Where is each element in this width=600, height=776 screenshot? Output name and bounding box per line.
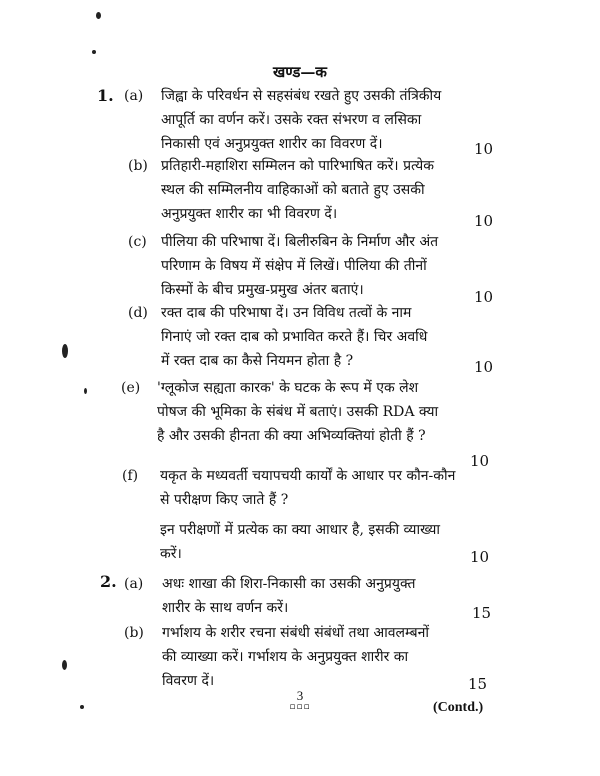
question-part bbox=[128, 230, 509, 302]
scan-speck bbox=[92, 50, 96, 54]
part-label: (d) bbox=[128, 305, 148, 321]
part-text: रक्त दाब की परिभाषा दें। उन विविध तत्वों के नाम गिनाएं जो रक्त दाब को प्रभावित करते हैं। चिर अवधि में रक्त दाब का कैसे नियमन होता है ? bbox=[161, 305, 428, 369]
question-part bbox=[124, 84, 509, 156]
part-label: (a) bbox=[124, 576, 144, 592]
question-number: 2. bbox=[100, 572, 117, 591]
part-text: पीलिया की परिभाषा दें। बिलीरुबिन के निर्माण और अंत परिणाम के विषय में संक्षेप में लिखें। पीलिया की तीनों किस्मों के बीच प्रमुख-प्रमुख अंतर बताएं। bbox=[161, 234, 439, 298]
scan-speck bbox=[96, 12, 101, 19]
page-number: 3 bbox=[296, 688, 304, 703]
scan-speck bbox=[62, 344, 68, 358]
scan-speck bbox=[62, 660, 67, 670]
part-text: जिह्वा के परिवर्धन से सहसंबंध रखते हुए उसकी तंत्रिकीय आपूर्ति का वर्णन करें। उसके रक्त संभरण व लसिका निकासी एवं अनुप्रयुक्त शारीर का विवरण दें। bbox=[161, 88, 442, 152]
part-label: (a) bbox=[124, 88, 144, 104]
question-part bbox=[128, 154, 509, 226]
part-marks: 10 bbox=[474, 140, 494, 158]
question-part-continued bbox=[160, 518, 510, 566]
part-marks: 10 bbox=[474, 212, 494, 230]
section-title: खण्ड—क bbox=[273, 63, 327, 81]
part-marks: 10 bbox=[474, 288, 494, 306]
question-part bbox=[121, 376, 509, 448]
part-text: इन परीक्षणों में प्रत्येक का क्या आधार है, इसकी व्याख्या करें। bbox=[160, 522, 441, 562]
part-marks: 10 bbox=[470, 548, 490, 566]
question-part bbox=[124, 572, 509, 620]
question-number: 1. bbox=[97, 86, 114, 105]
question-part bbox=[128, 301, 509, 373]
part-marks: 15 bbox=[468, 675, 488, 693]
scan-speck bbox=[84, 388, 87, 394]
part-text: गर्भाशय के शरीर रचना संबंधी संबंधों तथा आवलम्बनों की व्याख्या करें। गर्भाशय के अनुप्रयुक्त शारीर का विवरण दें। bbox=[162, 625, 429, 689]
page-dots: ▫▫▫ bbox=[289, 702, 311, 712]
part-label: (c) bbox=[128, 234, 147, 250]
part-label: (e) bbox=[121, 380, 141, 396]
question-part bbox=[122, 464, 510, 512]
part-text: 'ग्लूकोज सह्यता कारक' के घटक के रूप में एक लेश पोषज की भूमिका के संबंध में बताएं। उसकी RDA क्या है और उसकी हीनता की क्या अभिव्यक्तियां होती हैं ? bbox=[157, 380, 439, 444]
part-marks: 15 bbox=[472, 604, 492, 622]
part-marks: 10 bbox=[470, 452, 490, 470]
question-part bbox=[124, 621, 509, 693]
part-text: अधः शाखा की शिरा-निकासी का उसकी अनुप्रयुक्त शारीर के साथ वर्णन करें। bbox=[162, 576, 416, 616]
part-label: (f) bbox=[122, 468, 139, 484]
part-label: (b) bbox=[128, 158, 148, 174]
part-label: (b) bbox=[124, 625, 144, 641]
part-marks: 10 bbox=[474, 358, 494, 376]
part-text: यकृत के मध्यवर्ती चयापचयी कार्यों के आधार पर कौन-कौन से परीक्षण किए जाते हैं ? bbox=[160, 468, 456, 508]
part-text: प्रतिहारी-महाशिरा सम्मिलन को पारिभाषित करें। प्रत्येक स्थल की सम्मिलनीय वाहिकाओं को बताते हुए उसकी अनुप्रयुक्त शारीर का भी विवरण दें। bbox=[161, 158, 434, 222]
continued-label: (Contd.) bbox=[433, 700, 484, 715]
